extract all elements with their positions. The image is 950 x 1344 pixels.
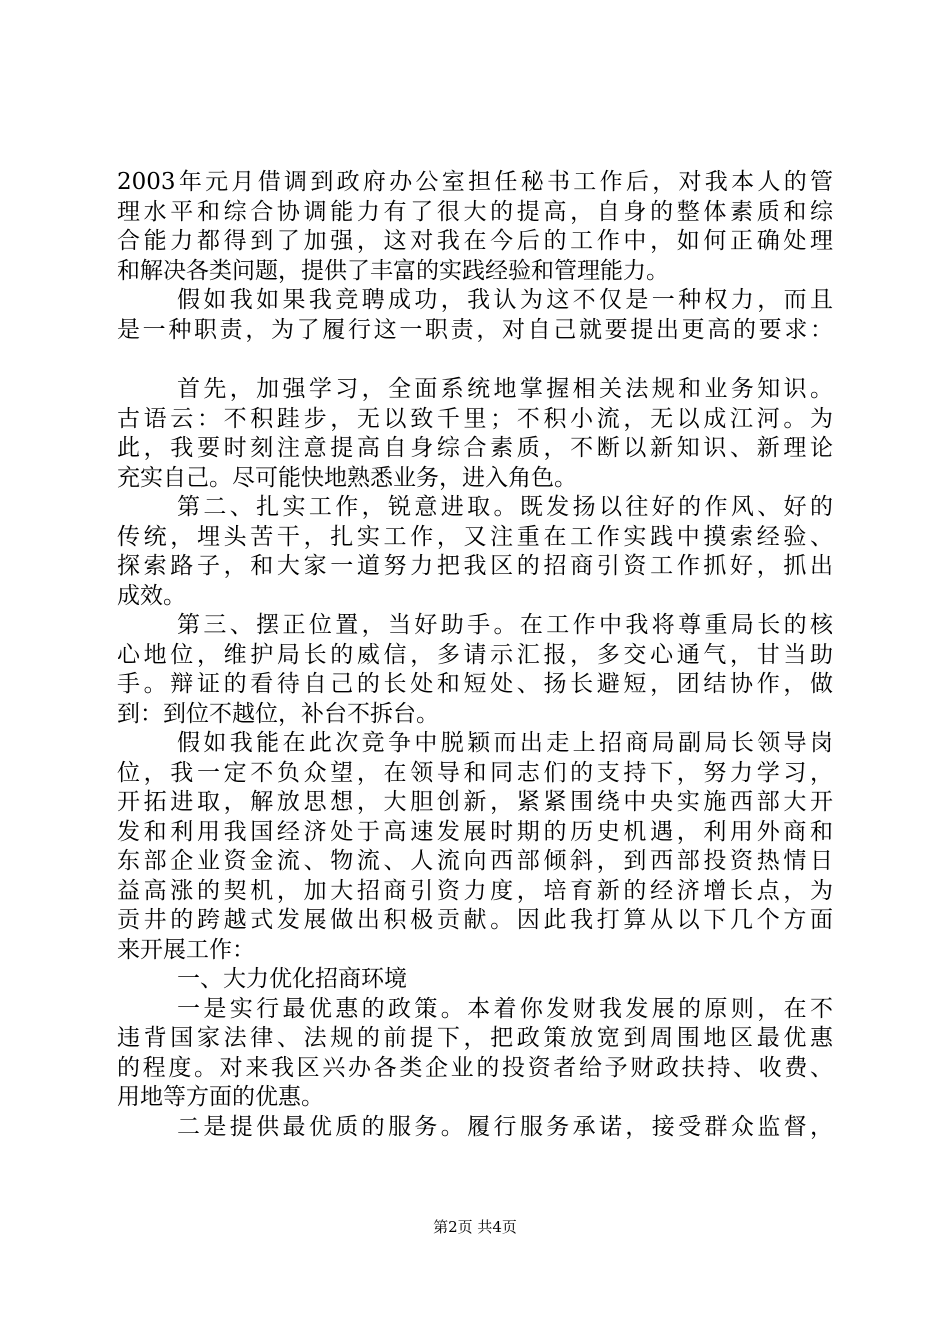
text-line: 贡井的跨越式发展做出积极贡献。因此我打算从以下几个方面	[117, 907, 833, 933]
text-line: 一是实行最优惠的政策。本着你发财我发展的原则，在不	[177, 995, 833, 1022]
text-line: 东部企业资金流、物流、人流向西部倾斜，到西部投资热情日	[117, 848, 833, 874]
text-line: 假如我如果我竞聘成功，我认为这不仅是一种权力，而且	[177, 287, 833, 313]
text-line: 心地位，维护局长的威信，多请示汇报，多交心通气，甘当助	[117, 641, 833, 668]
text-line: 合能力都得到了加强，这对我在今后的工作中，如何正确处理	[117, 228, 833, 254]
text-line: 和解决各类问题，提供了丰富的实践经验和管理能力。	[117, 257, 669, 284]
text-line: 假如我能在此次竞争中脱颖而出走上招商局副局长领导岗	[177, 730, 833, 756]
document-body	[117, 168, 833, 1142]
text-line: 开拓进取，解放思想，大胆创新，紧紧围绕中央实施西部大开	[117, 789, 833, 815]
text-line: 第三、摆正位置，当好助手。在工作中我将尊重局长的核	[177, 612, 833, 638]
text-line: 理水平和综合协调能力有了很大的提高，自身的整体素质和综	[117, 198, 833, 225]
text-line: 探索路子，和大家一道努力把我区的招商引资工作抓好，抓出	[117, 553, 833, 579]
text-line: 第二、扎实工作，锐意进取。既发扬以往好的作风、好的	[177, 494, 833, 520]
section-heading: 一、大力优化招商环境	[177, 966, 407, 992]
text-line: 2003年元月借调到政府办公室担任秘书工作后，对我本人的管	[117, 169, 833, 195]
text-line: 传统，埋头苦干，扎实工作，又注重在工作实践中摸索经验、	[117, 523, 833, 550]
text-line: 充实自己。尽可能快地熟悉业务，进入角色。	[117, 464, 577, 491]
text-line: 发和利用我国经济处于高速发展时期的历史机遇，利用外商和	[117, 818, 833, 845]
text-line: 首先，加强学习，全面系统地掌握相关法规和业务知识。	[177, 376, 833, 402]
text-line: 到：到位不越位，补台不拆台。	[117, 700, 439, 727]
text-line: 来开展工作：	[117, 936, 255, 963]
text-line: 是一种职责，为了履行这一职责，对自己就要提出更高的要求：	[117, 316, 833, 343]
text-line: 益高涨的契机，加大招商引资力度，培育新的经济增长点，为	[117, 877, 833, 904]
blank-line	[117, 345, 833, 375]
text-line: 的程度。对来我区兴办各类企业的投资者给予财政扶持、收费、	[117, 1054, 833, 1081]
text-line: 用地等方面的优惠。	[117, 1084, 324, 1110]
page-footer: 第2页 共4页	[433, 1218, 517, 1236]
text-line: 手。辩证的看待自己的长处和短处、扬长避短，团结协作，做	[117, 671, 833, 697]
text-line: 位，我一定不负众望，在领导和同志们的支持下，努力学习，	[117, 759, 833, 786]
text-line: 古语云：不积跬步，无以致千里；不积小流，无以成江河。为	[117, 405, 833, 432]
text-line: 违背国家法律、法规的前提下，把政策放宽到周围地区最优惠	[117, 1025, 833, 1051]
text-line: 此，我要时刻注意提高自身综合素质，不断以新知识、新理论	[117, 435, 833, 461]
text-line: 成效。	[117, 582, 186, 609]
text-line: 二是提供最优质的服务。履行服务承诺，接受群众监督，	[177, 1113, 833, 1140]
